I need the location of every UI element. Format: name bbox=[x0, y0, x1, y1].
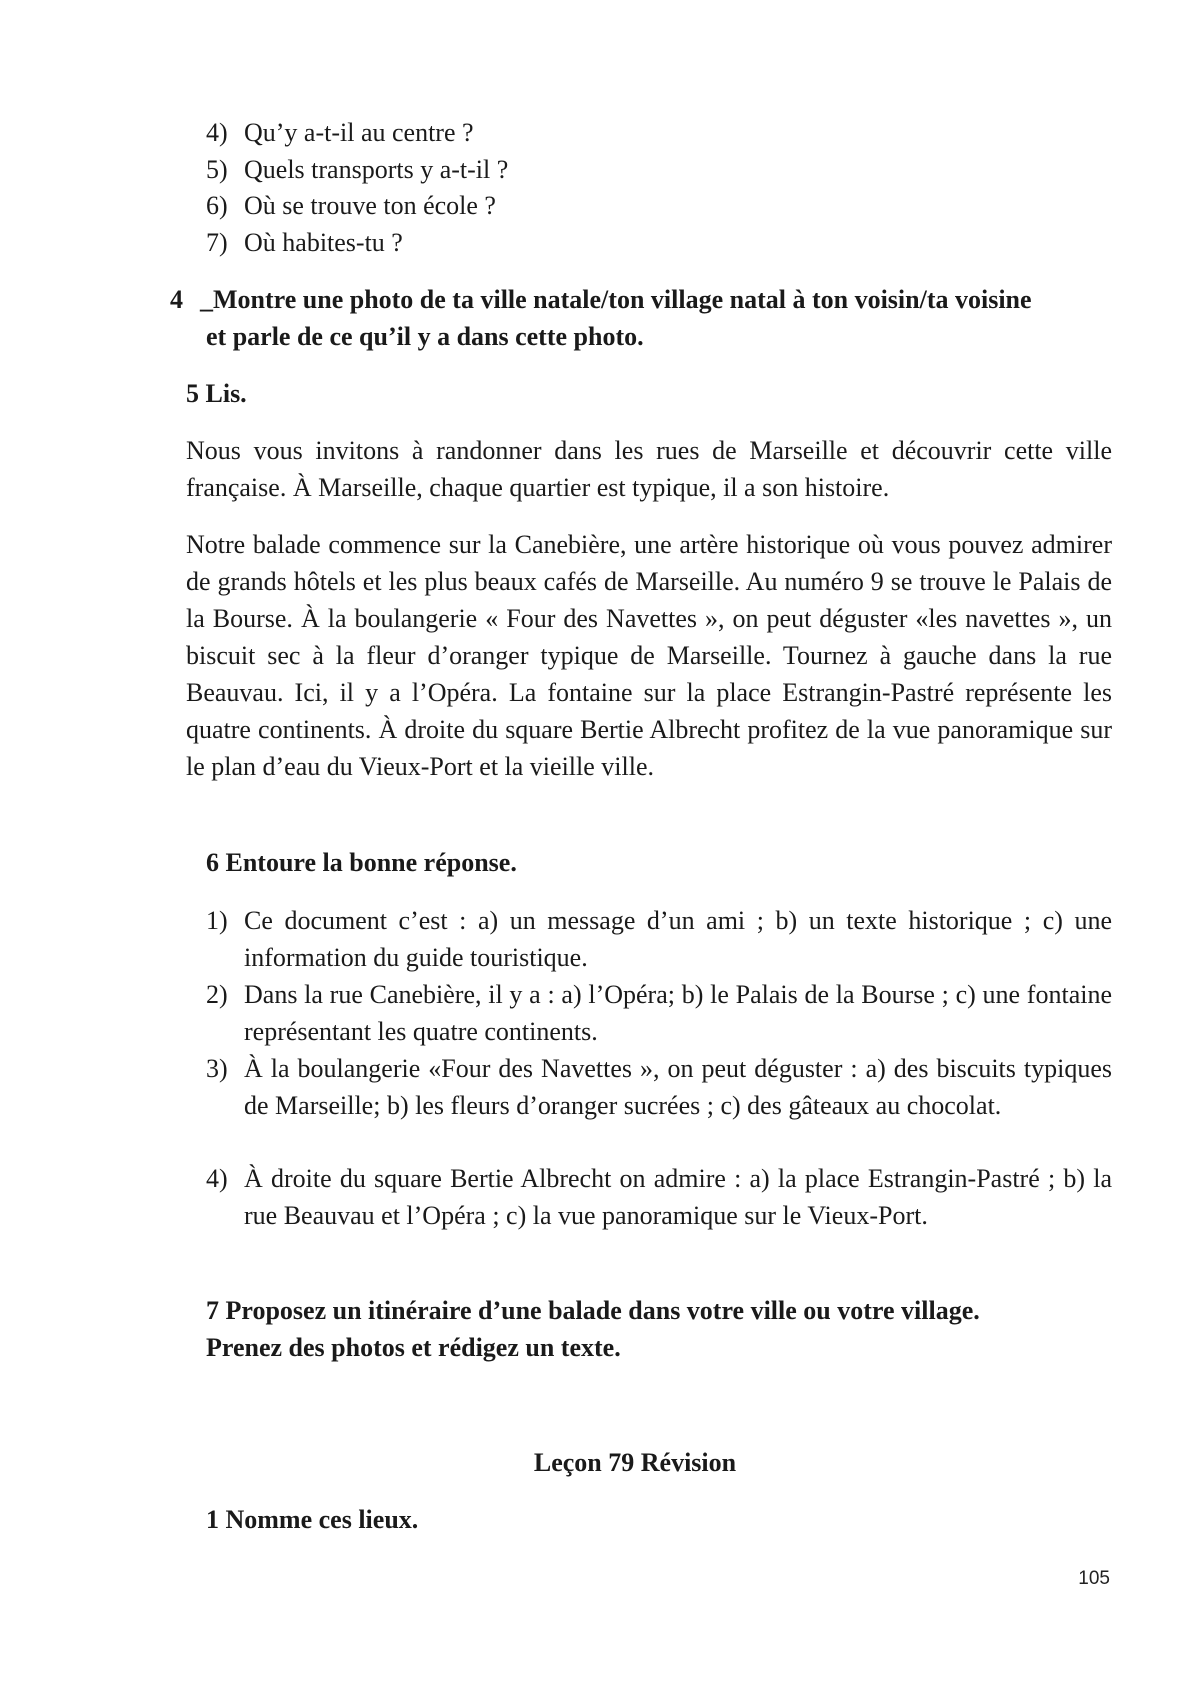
answer-item-text: À la boulangerie «Four des Navettes », on peut déguster : a) des biscuits typiques de Marseille; b) les fleurs d’oranger sucrées ; c) des gâteaux au chocolat. bbox=[244, 1054, 1112, 1120]
answer-item-text: À droite du square Bertie Albrecht on admire : a) la place Estrangin-Pastré ; b) la rue Beauvau et l’Opéra ; c) la vue panoramique sur le Vieux-Port. bbox=[244, 1164, 1112, 1230]
exercise-7-instruction-line2: Prenez des photos et rédigez un texte. bbox=[206, 1333, 621, 1362]
answer-item-number: 4) bbox=[206, 1164, 228, 1193]
exercise-1-heading: 1 Nomme ces lieux. bbox=[206, 1505, 419, 1534]
exercise-4-instruction-line2: et parle de ce qu’il y a dans cette photo. bbox=[206, 322, 644, 351]
question-text: Qu’y a-t-il au centre ? bbox=[244, 118, 474, 147]
question-number: 6) bbox=[206, 191, 228, 220]
reading-paragraph-2: Notre balade commence sur la Canebière, une artère historique où vous pouvez admirer de grands hôtels et les plus beaux cafés de Marseille. Au numéro 9 se trouve le Palais de la Bourse. À la boulangerie « Four des Navettes », on peut déguster «les navettes », un biscuit sec à la fleur d’oranger typique de Marseille. Tournez à gauche dans la rue Beauvau. Ici, il y a l’Opéra. La fontaine sur la place Estrangin-Pastré représente les quatre continents. À droite du square Bertie Albrecht profitez de la vue panoramique sur le plan d’eau du Vieux-Port et la vieille ville. bbox=[186, 530, 1112, 781]
exercise-7-instruction-line1: 7 Proposez un itinéraire d’une balade dans votre ville ou votre village. bbox=[206, 1296, 980, 1325]
question-number: 4) bbox=[206, 118, 228, 147]
exercise-5-heading: 5 Lis. bbox=[186, 379, 247, 408]
question-number: 7) bbox=[206, 228, 228, 257]
page-number: 105 bbox=[1078, 1568, 1110, 1589]
question-text: Où se trouve ton école ? bbox=[244, 191, 496, 220]
answer-item-text: Dans la rue Canebière, il y a : a) l’Opéra; b) le Palais de la Bourse ; c) une fontaine représentant les quatre continents. bbox=[244, 980, 1112, 1046]
answer-item-text: Ce document c’est : a) un message d’un ami ; b) un texte historique ; c) une information du guide touristique. bbox=[244, 906, 1112, 972]
lesson-title: Leçon 79 Révision bbox=[533, 1448, 737, 1477]
question-text: Quels transports y a-t-il ? bbox=[244, 155, 509, 184]
reading-paragraph-1: Nous vous invitons à randonner dans les rues de Marseille et découvrir cette ville française. À Marseille, chaque quartier est typique, il a son histoire. bbox=[186, 436, 1112, 502]
exercise-6-heading: 6 Entoure la bonne réponse. bbox=[206, 848, 517, 877]
answer-item-number: 2) bbox=[206, 980, 228, 1009]
answer-item-number: 1) bbox=[206, 906, 228, 935]
question-number: 5) bbox=[206, 155, 228, 184]
question-text: Où habites-tu ? bbox=[244, 228, 403, 257]
exercise-4-instruction-line1: _Montre une photo de ta ville natale/ton village natal à ton voisin/ta voisine bbox=[200, 285, 1032, 314]
answer-item-number: 3) bbox=[206, 1054, 228, 1083]
exercise-4-number: 4 bbox=[170, 285, 183, 314]
